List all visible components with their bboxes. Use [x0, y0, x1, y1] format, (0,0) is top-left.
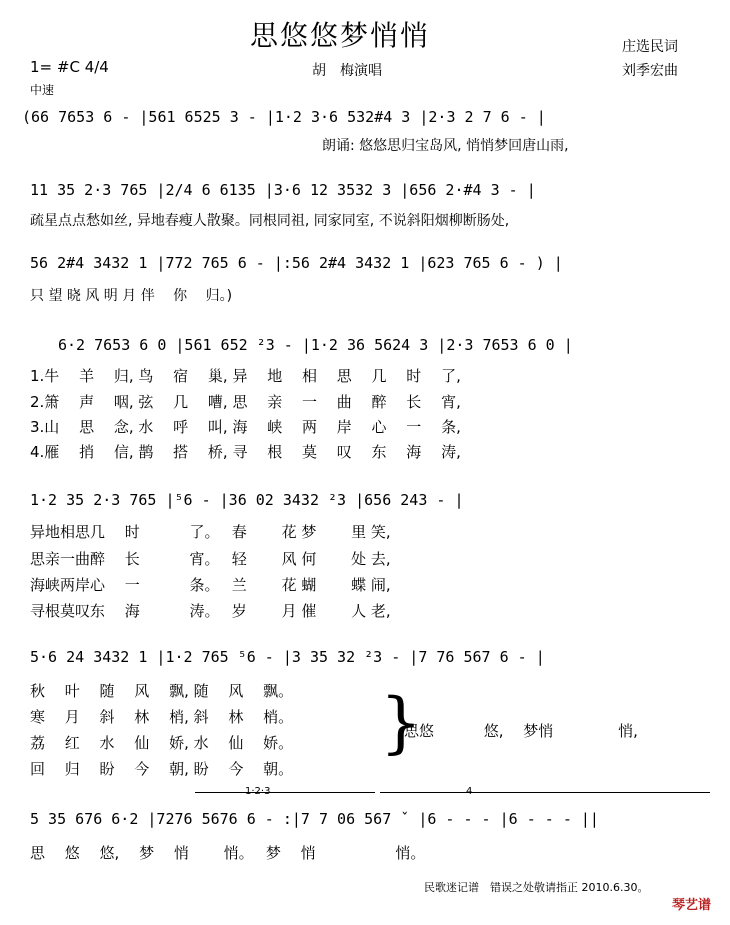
verse-a-lyric-2: 2.箫 声 咽, 弦 几 嘈, 思 亲 一 曲 醉 长 宵, [30, 393, 461, 411]
verse-b-notes: 1·2 35 2·3 765 |⁵6 - |36 02 3432 ²3 |656 243 - | [30, 491, 464, 509]
lyricist-credit: 庄选民词 [622, 39, 678, 55]
recitation-line-1: 朗诵: 悠悠思归宝岛风, 悄悄梦回唐山雨, [322, 138, 569, 154]
verse-a-lyric-4: 4.雁 捎 信, 鹊 搭 桥, 寻 根 莫 叹 东 海 涛, [30, 443, 461, 461]
verse-a-lyric-3: 3.山 思 念, 水 呼 叫, 海 峡 两 岸 心 一 条, [30, 418, 461, 436]
coda-notes: 5 35 676 6·2 |7276 5676 6 - :|7 7 06 567 ˇ |6 - - - |6 - - - || [30, 810, 599, 828]
volta-line-1 [195, 792, 375, 793]
verse-c-lyric-3: 荔 红 水 仙 娇, 水 仙 娇。 [30, 734, 294, 752]
verse-b-lyric-1: 异地相思几 时 了。 春 花 梦 里 笑, [30, 523, 391, 541]
verse-b-lyric-3: 海峡两岸心 一 条。 兰 花 蝴 蝶 闹, [30, 576, 391, 594]
verse-b-lyric-2: 思亲一曲醉 长 宵。 轻 风 何 处 去, [30, 550, 391, 568]
footer-note: 民歌迷记谱 错误之处敬请指正 2010.6.30。 [424, 881, 649, 894]
verse-c-lyric-4: 回 归 盼 今 朝, 盼 今 朝。 [30, 760, 294, 778]
intro-notes-line-3: 56 2#4 3432 1 |772 765 6 - |:56 2#4 3432 1 |623 765 6 - ) | [30, 254, 563, 272]
volta-line-2 [380, 792, 710, 793]
verse-a-lyric-1: 1.牛 羊 归, 鸟 宿 巢, 异 地 相 思 几 时 了, [30, 367, 461, 385]
verse-a-notes: 6·2 7653 6 0 |561 652 ²3 - |1·2 36 5624 3 |2·3 7653 6 0 | [58, 336, 573, 354]
brand-logo: 琴艺谱 [672, 898, 712, 913]
verse-b-lyric-4: 寻根莫叹东 海 涛。 岁 月 催 人 老, [30, 602, 391, 620]
intro-notes-line-1: (66 7653 6 - |561 6525 3 - |1·2 3·6 532#4 3 |2·3 2 7 6 - | [22, 108, 546, 126]
page-title: 思悠悠梦悄悄 [250, 19, 431, 52]
verse-c-lyric-2: 寒 月 斜 林 梢, 斜 林 梢。 [30, 708, 294, 726]
verse-c-notes: 5·6 24 3432 1 |1·2 765 ⁵6 - |3 35 32 ²3 - |7 76 567 6 - | [30, 648, 545, 666]
recitation-line-3: 只 望 晓 风 明 月 伴 你 归。) [30, 288, 233, 304]
lyric-brace: } [380, 684, 422, 761]
key-signature: 1= #C 4/4 [30, 58, 109, 76]
intro-notes-line-2: 11 35 2·3 765 |2/4 6 6135 |3·6 12 3532 3 |656 2·#4 3 - | [30, 181, 536, 199]
verse-c-lyric-1: 秋 叶 随 风 飘, 随 风 飘。 [30, 682, 294, 700]
tempo-marking: 中速 [30, 83, 55, 97]
recitation-line-2: 疏星点点愁如丝, 异地春瘦人散聚。同根同祖, 同家同室, 不说斜阳烟柳断肠处, [30, 213, 510, 229]
coda-lyrics: 思 悠 悠, 梦 悄 悄。 梦 悄 悄。 [30, 844, 426, 862]
singer-credit: 胡 梅演唱 [312, 63, 382, 79]
composer-credit: 刘季宏曲 [622, 63, 678, 79]
refrain-lyric: 思悠 悠, 梦悄 悄, [404, 722, 638, 740]
